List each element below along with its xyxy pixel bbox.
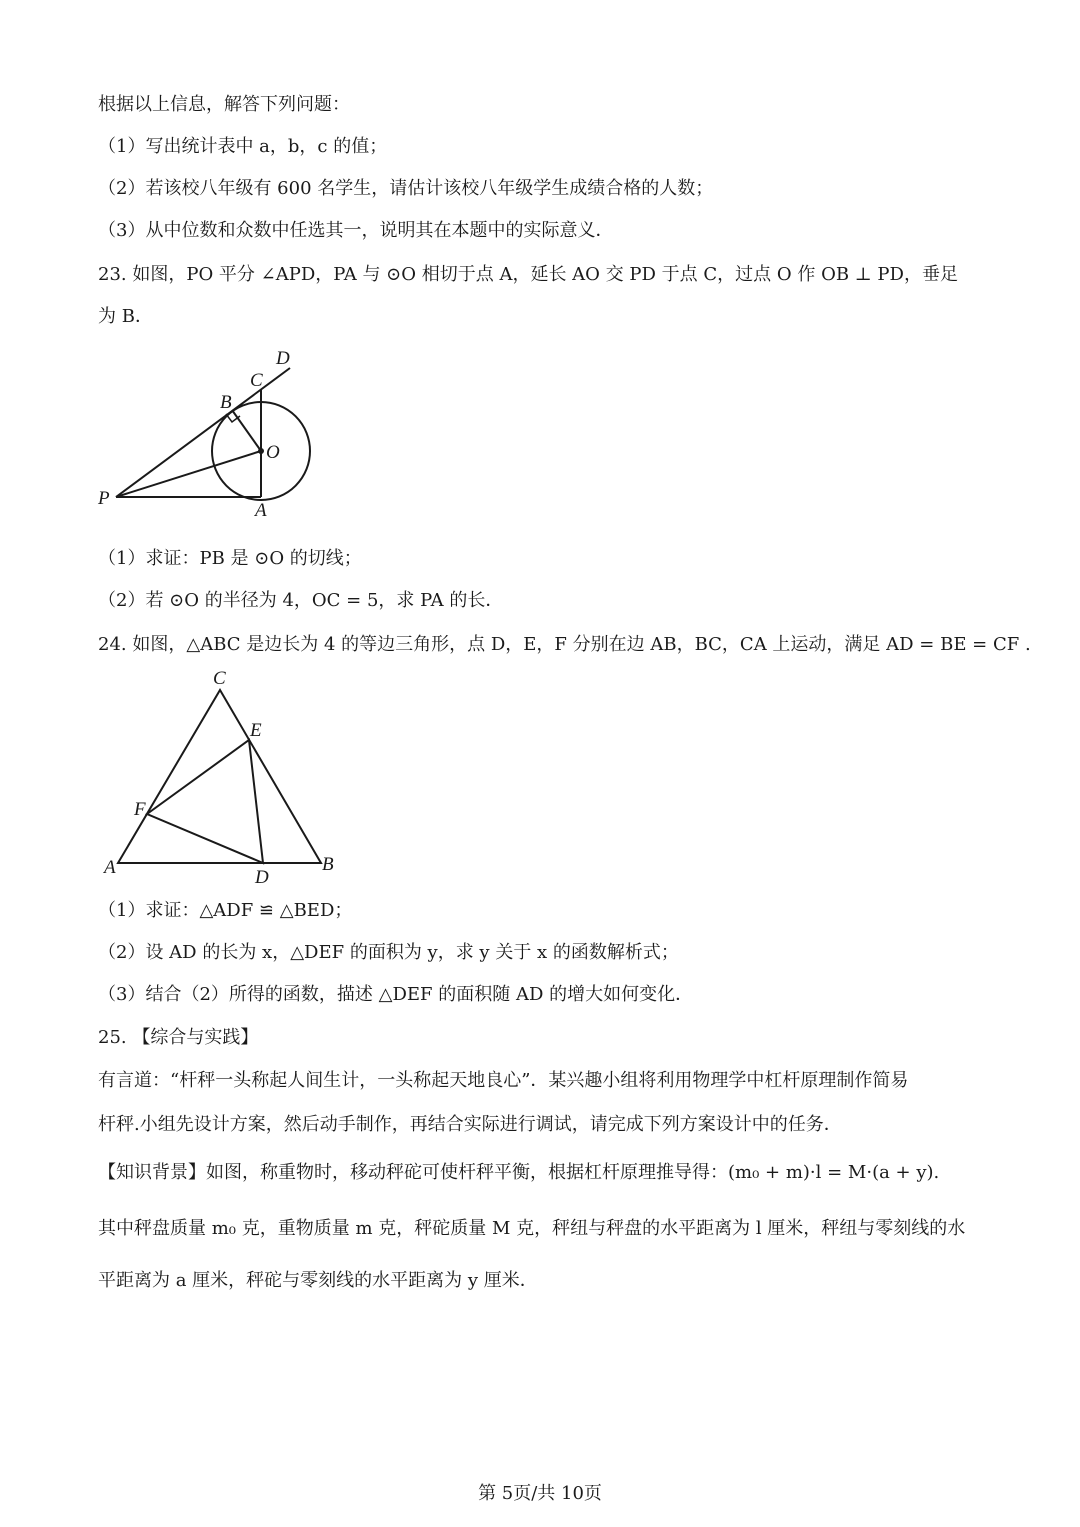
line-q24-2: （2）设 AD 的长为 x，△DEF 的面积为 y，求 y 关于 x 的函数解析式； bbox=[98, 942, 679, 963]
triangle-ABC bbox=[118, 690, 321, 863]
label-A: A bbox=[104, 857, 116, 878]
label-A: A bbox=[255, 500, 267, 521]
line-q22-3: （3）从中位数和众数中任选其一，说明其在本题中的实际意义． bbox=[98, 220, 614, 241]
line-q23-1: （1）求证：PB 是 ⊙O 的切线； bbox=[98, 548, 362, 569]
label-B: B bbox=[220, 392, 232, 413]
line-q25-p1: 有言道：“杆秤一头称起人间生计，一头称起天地良心”．某兴趣小组将利用物理学中杠杆原理制作简易 bbox=[98, 1070, 909, 1091]
figure-equilateral-triangle bbox=[100, 665, 340, 890]
line-q25-p5: 平距离为 a 厘米，秤砣与零刻线的水平距离为 y 厘米． bbox=[98, 1270, 538, 1291]
line-q25-p2: 杆秤.小组先设计方案，然后动手制作，再结合实际进行调试，请完成下列方案设计中的任务． bbox=[98, 1114, 842, 1135]
label-D: D bbox=[276, 348, 290, 369]
page-footer: 第 5页/共 10页 bbox=[478, 1483, 602, 1504]
label-D: D bbox=[255, 867, 269, 888]
line-q25-p4: 其中秤盘质量 m₀ 克，重物质量 m 克，秤砣质量 M 克，秤纽与秤盘的水平距离为 l 厘米，秤纽与零刻线的水 bbox=[98, 1218, 966, 1239]
label-F: F bbox=[134, 799, 146, 820]
line-q22-1: （1）写出统计表中 a，b，c 的值； bbox=[98, 136, 388, 157]
center-dot bbox=[258, 448, 264, 454]
line-intro: 根据以上信息，解答下列问题： bbox=[98, 94, 350, 115]
line-q24: 24. 如图，△ABC 是边长为 4 的等边三角形，点 D，E，F 分别在边 AB，BC，CA 上运动，满足 AD = BE = CF . bbox=[98, 634, 1031, 655]
label-P: P bbox=[98, 488, 110, 509]
figure-circle-tangent bbox=[90, 340, 330, 530]
label-E: E bbox=[250, 720, 262, 741]
line-q23: 23. 如图，PO 平分 ∠APD，PA 与 ⊙O 相切于点 A，延长 AO 交 PD 于点 C，过点 O 作 OB ⊥ PD，垂足 bbox=[98, 264, 958, 285]
segment-PD bbox=[116, 368, 290, 497]
line-q24-3: （3）结合（2）所得的函数，描述 △DEF 的面积随 AD 的增大如何变化． bbox=[98, 984, 694, 1005]
line-q24-1: （1）求证：△ADF ≌ △BED； bbox=[98, 900, 353, 921]
line-q23-2: （2）若 ⊙O 的半径为 4，OC = 5，求 PA 的长． bbox=[98, 590, 504, 611]
label-O: O bbox=[266, 442, 280, 463]
segment-PO bbox=[116, 451, 261, 497]
label-B: B bbox=[322, 854, 334, 875]
line-q23-cont: 为 B． bbox=[98, 306, 153, 327]
triangle-DEF bbox=[147, 740, 263, 863]
label-C: C bbox=[250, 370, 263, 391]
line-q25-p3: 【知识背景】如图，称重物时，移动秤砣可使杆秤平衡，根据杠杆原理推导得：(m₀ + m)·l = M·(a + y). bbox=[98, 1162, 940, 1183]
segment-OB bbox=[232, 410, 261, 451]
label-C: C bbox=[213, 668, 226, 689]
line-q25: 25. 【综合与实践】 bbox=[98, 1027, 259, 1048]
line-q22-2: （2）若该校八年级有 600 名学生，请估计该校八年级学生成绩合格的人数； bbox=[98, 178, 714, 199]
